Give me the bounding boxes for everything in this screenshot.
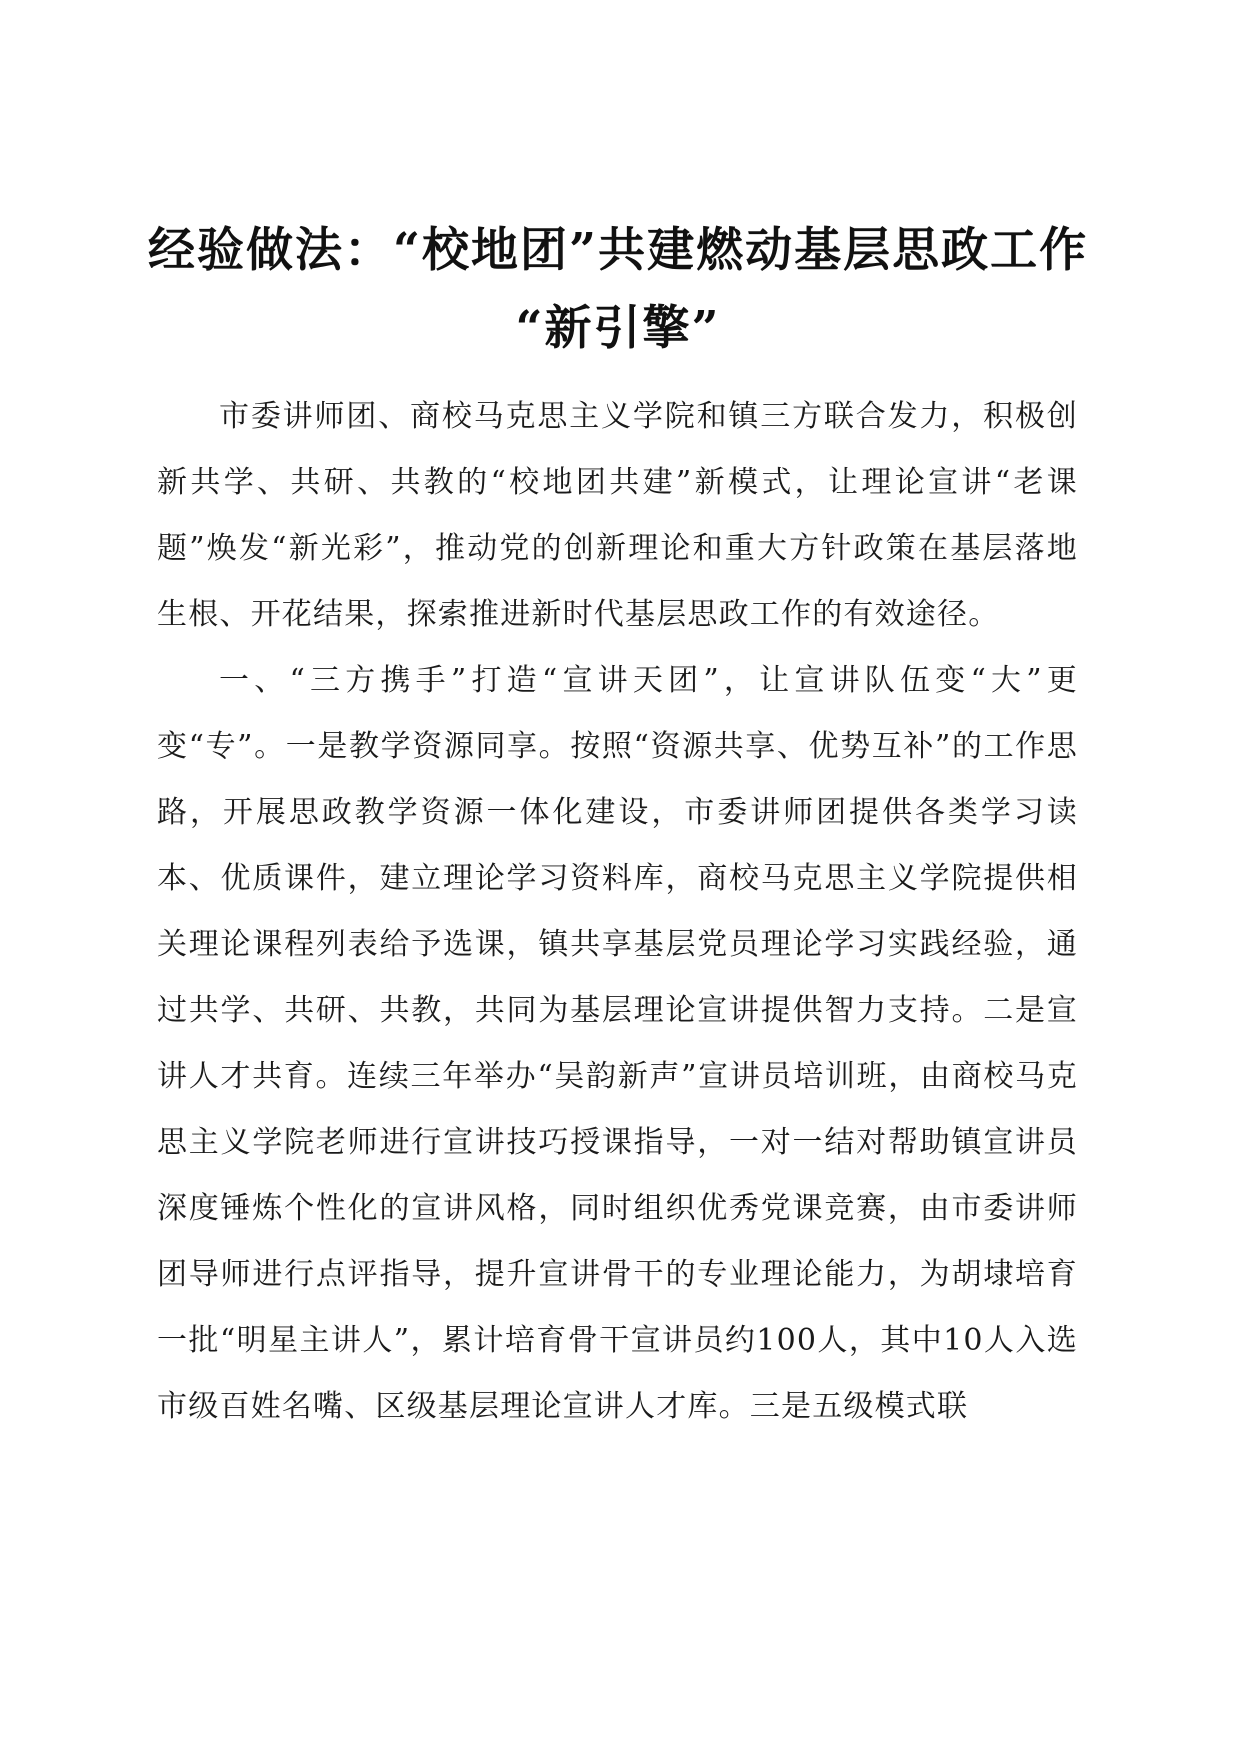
title-line-1: 经验做法：“校地团”共建燃动基层思政工作: [148, 223, 1089, 278]
document-body: [157, 384, 1078, 1440]
document-title: [148, 212, 1088, 368]
title-line-2: “新引擎”: [515, 301, 721, 356]
paragraph-section-1: 一、“三方携手”打造“宣讲天团”，让宣讲队伍变“大”更变“专”。一是教学资源同享。按照“资源共享、优势互补”的工作思路，开展思政教学资源一体化建设，市委讲师团提供各类学习读本、优质课件，建立理论学习资料库，商校马克思主义学院提供相关理论课程列表给予选课，镇共享基层党员理论学习实践经验，通过共学、共研、共教，共同为基层理论宣讲提供智力支持。二是宣讲人才共育。连续三年举办“吴韵新声”宣讲员培训班，由商校马克思主义学院老师进行宣讲技巧授课指导，一对一结对帮助镇宣讲员深度锤炼个性化的宣讲风格，同时组织优秀党课竞赛，由市委讲师团导师进行点评指导，提升宣讲骨干的专业理论能力，为胡埭培育一批“明星主讲人”，累计培育骨干宣讲员约100人，其中10人入选市级百姓名嘴、区级基层理论宣讲人才库。三是五级模式联: [157, 663, 1078, 1424]
paragraph-intro: 市委讲师团、商校马克思主义学院和镇三方联合发力，积极创新共学、共研、共教的“校地团共建”新模式，让理论宣讲“老课题”焕发“新光彩”，推动党的创新理论和重大方针政策在基层落地生根、开花结果，探索推进新时代基层思政工作的有效途径。: [157, 399, 1078, 632]
